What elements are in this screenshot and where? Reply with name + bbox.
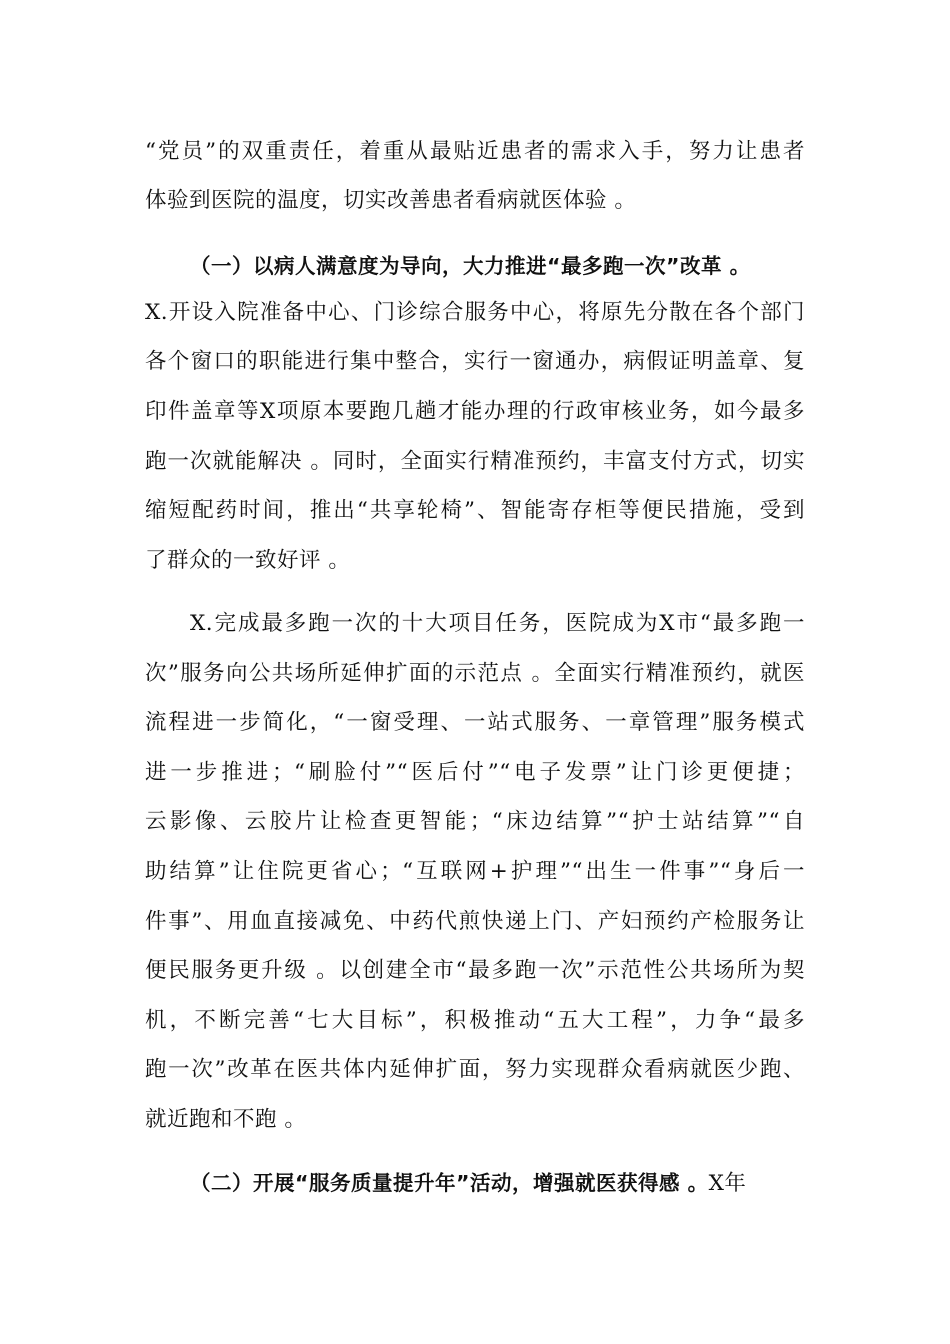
paragraph-line: 件事”、用血直接减免、中药代煎快递上门、产妇预约产检服务让 xyxy=(145,909,805,934)
paragraph-line: 跑一次”改革在医共体内延伸扩面，努力实现群众看病就医少跑、 xyxy=(145,1057,805,1082)
paragraph-line: 了群众的一致好评 。 xyxy=(145,548,351,573)
paragraph-line: 流程进一步简化，“一窗受理、一站式服务、一章管理”服务模式 xyxy=(145,710,805,735)
section-heading-2 xyxy=(190,1168,805,1198)
paragraph-line: 跑一次就能解决 。同时，全面实行精准预约，丰富支付方式，切实 xyxy=(145,449,805,474)
paragraph-line: X.完成最多跑一次的十大项目任务，医院成为X市“最多跑一 xyxy=(190,611,805,636)
paragraph-line: 助结算”让住院更省心；“互联网+护理”“出生一件事”“身后一 xyxy=(145,859,805,884)
heading-bold-part: （二）开展“服务质量提升年”活动，增强就医获得感 。 xyxy=(190,1171,709,1195)
paragraph-line: 各个窗口的职能进行集中整合，实行一窗通办，病假证明盖章、复 xyxy=(145,349,805,374)
paragraph-line: 体验到医院的温度，切实改善患者看病就医体验 。 xyxy=(145,188,637,213)
paragraph-line: 机，不断完善“七大目标”，积极推动“五大工程”，力争“最多 xyxy=(145,1008,805,1033)
heading-continuation: X年 xyxy=(708,1171,747,1196)
paragraph-line: X.开设入院准备中心、门诊综合服务中心，将原先分散在各个部门 xyxy=(145,300,805,325)
section-heading: （一）以病人满意度为导向，大力推进“最多跑一次”改革 。 xyxy=(190,254,751,278)
paragraph-line: 便民服务更升级 。以创建全市“最多跑一次”示范性公共场所为契 xyxy=(145,958,805,983)
paragraph-line: “党员”的双重责任，着重从最贴近患者的需求入手，努力让患者 xyxy=(145,139,805,164)
paragraph-line: 进一步推进；“刷脸付”“医后付”“电子发票”让门诊更便捷； xyxy=(145,760,805,785)
paragraph-line: 云影像、云胶片让检查更智能；“床边结算”“护士站结算”“自 xyxy=(145,809,805,834)
paragraph-line: 就近跑和不跑 。 xyxy=(145,1107,307,1132)
paragraph-line: 印件盖章等X项原本要跑几趟才能办理的行政审核业务，如今最多 xyxy=(145,399,805,424)
paragraph-line: 缩短配药时间，推出“共享轮椅”、智能寄存柜等便民措施，受到 xyxy=(145,498,805,523)
paragraph-line: 次”服务向公共场所延伸扩面的示范点 。全面实行精准预约，就医 xyxy=(145,661,805,686)
